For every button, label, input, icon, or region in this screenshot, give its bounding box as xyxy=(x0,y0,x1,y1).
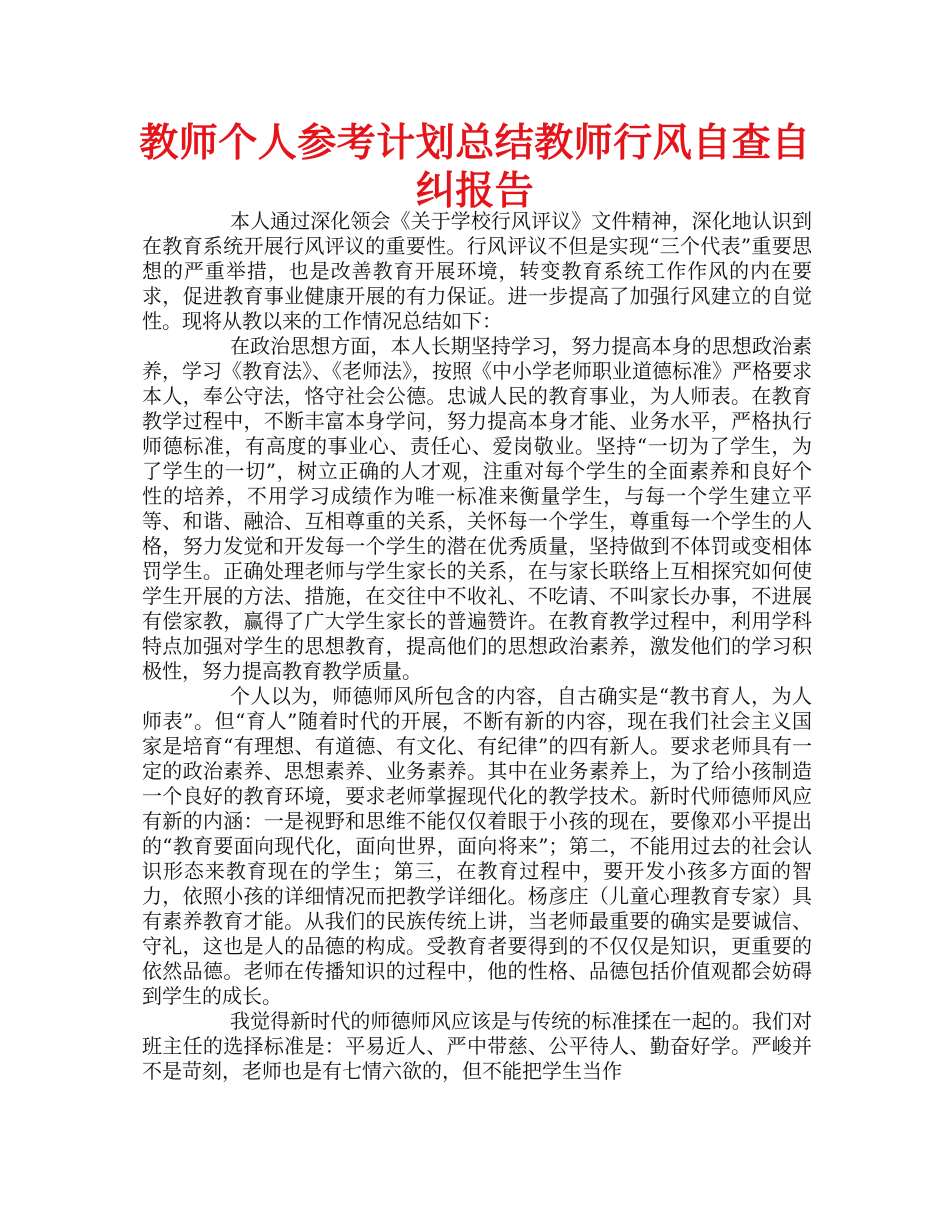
document-title: 教师个人参考计划总结教师行风自查自纠报告 xyxy=(139,121,811,214)
paragraph-new-era-standards: 我觉得新时代的师德师风应该是与传统的标准揉在一起的。我们对班主任的选择标准是：平易近人、严中带慈、公平待人、勤奋好学。严峻并不是苛刻，老师也是有七情六欲的，但不能把学生当作 xyxy=(142,1009,812,1083)
paragraph-political-thought: 在政治思想方面，本人长期坚持学习，努力提高本身的思想政治素养，学习《教育法》、《老师法》，按照《中小学老师职业道德标准》严格要求本人，奉公守法，恪守社会公德。忠诚人民的教育事业，为人师表。在教育教学过程中，不断丰富本身学问，努力提高本身才能、业务水平，严格执行师德标准，有高度的事业心、责任心、爱岗敬业。坚持“一切为了学生，为了学生的一切”，树立正确的人才观，注重对每个学生的全面素养和良好个性的培养，不用学习成绩作为唯一标准来衡量学生，与每一个学生建立平等、和谐、融洽、互相尊重的关系，关怀每一个学生，尊重每一个学生的人格，努力发觉和开发每一个学生的潜在优秀质量，坚持做到不体罚或变相体罚学生。正确处理老师与学生家长的关系，在与家长联络上互相探究如何使学生开展的方法、措施，在交往中不收礼、不吃请、不叫家长办事，不进展有偿家教，赢得了广大学生家长的普遍赞许。在教育教学过程中，利用学科特点加强对学生的思想教育，提高他们的思想政治素养，激发他们的学习积极性，努力提高教育教学质量。 xyxy=(142,334,812,683)
paragraph-teacher-ethics: 个人以为，师德师风所包含的内容，自古确实是“教书育人，为人师表”。但“育人”随着时代的开展，不断有新的内容，现在我们社会主义国家是培育“有理想、有道德、有文化、有纪律”的四有新人。要求老师具有一定的政治素养、思想素养、业务素养。其中在业务素养上，为了给小孩制造一个良好的教育环境，要求老师掌握现代化的教学技术。新时代师德师风应有新的内涵：一是视野和思维不能仅仅着眼于小孩的现在，要像邓小平提出的“教育要面向现代化，面向世界，面向将来”；第二，不能用过去的社会认识形态来教育现在的学生；第三，在教育过程中，要开发小孩多方面的智力，依照小孩的详细情况而把教学详细化。杨彦庄（儿童心理教育专家）具有素养教育才能。从我们的民族传统上讲，当老师最重要的确实是要诚信、守礼，这也是人的品德的构成。受教育者要得到的不仅仅是知识，更重要的依然品德。老师在传播知识的过程中，他的性格、品德包括价值观都会妨碍到学生的成长。 xyxy=(142,684,812,1008)
paragraph-intro: 本人通过深化领会《关于学校行风评议》文件精神，深化地认识到在教育系统开展行风评议的重要性。行风评议不但是实现“三个代表”重要思想的严重举措，也是改善教育开展环境，转变教育系统工作作风的内在要求，促进教育事业健康开展的有力保证。进一步提高了加强行风建立的自觉性。现将从教以来的工作情况总结如下： xyxy=(142,209,812,333)
document-body xyxy=(142,209,812,1084)
